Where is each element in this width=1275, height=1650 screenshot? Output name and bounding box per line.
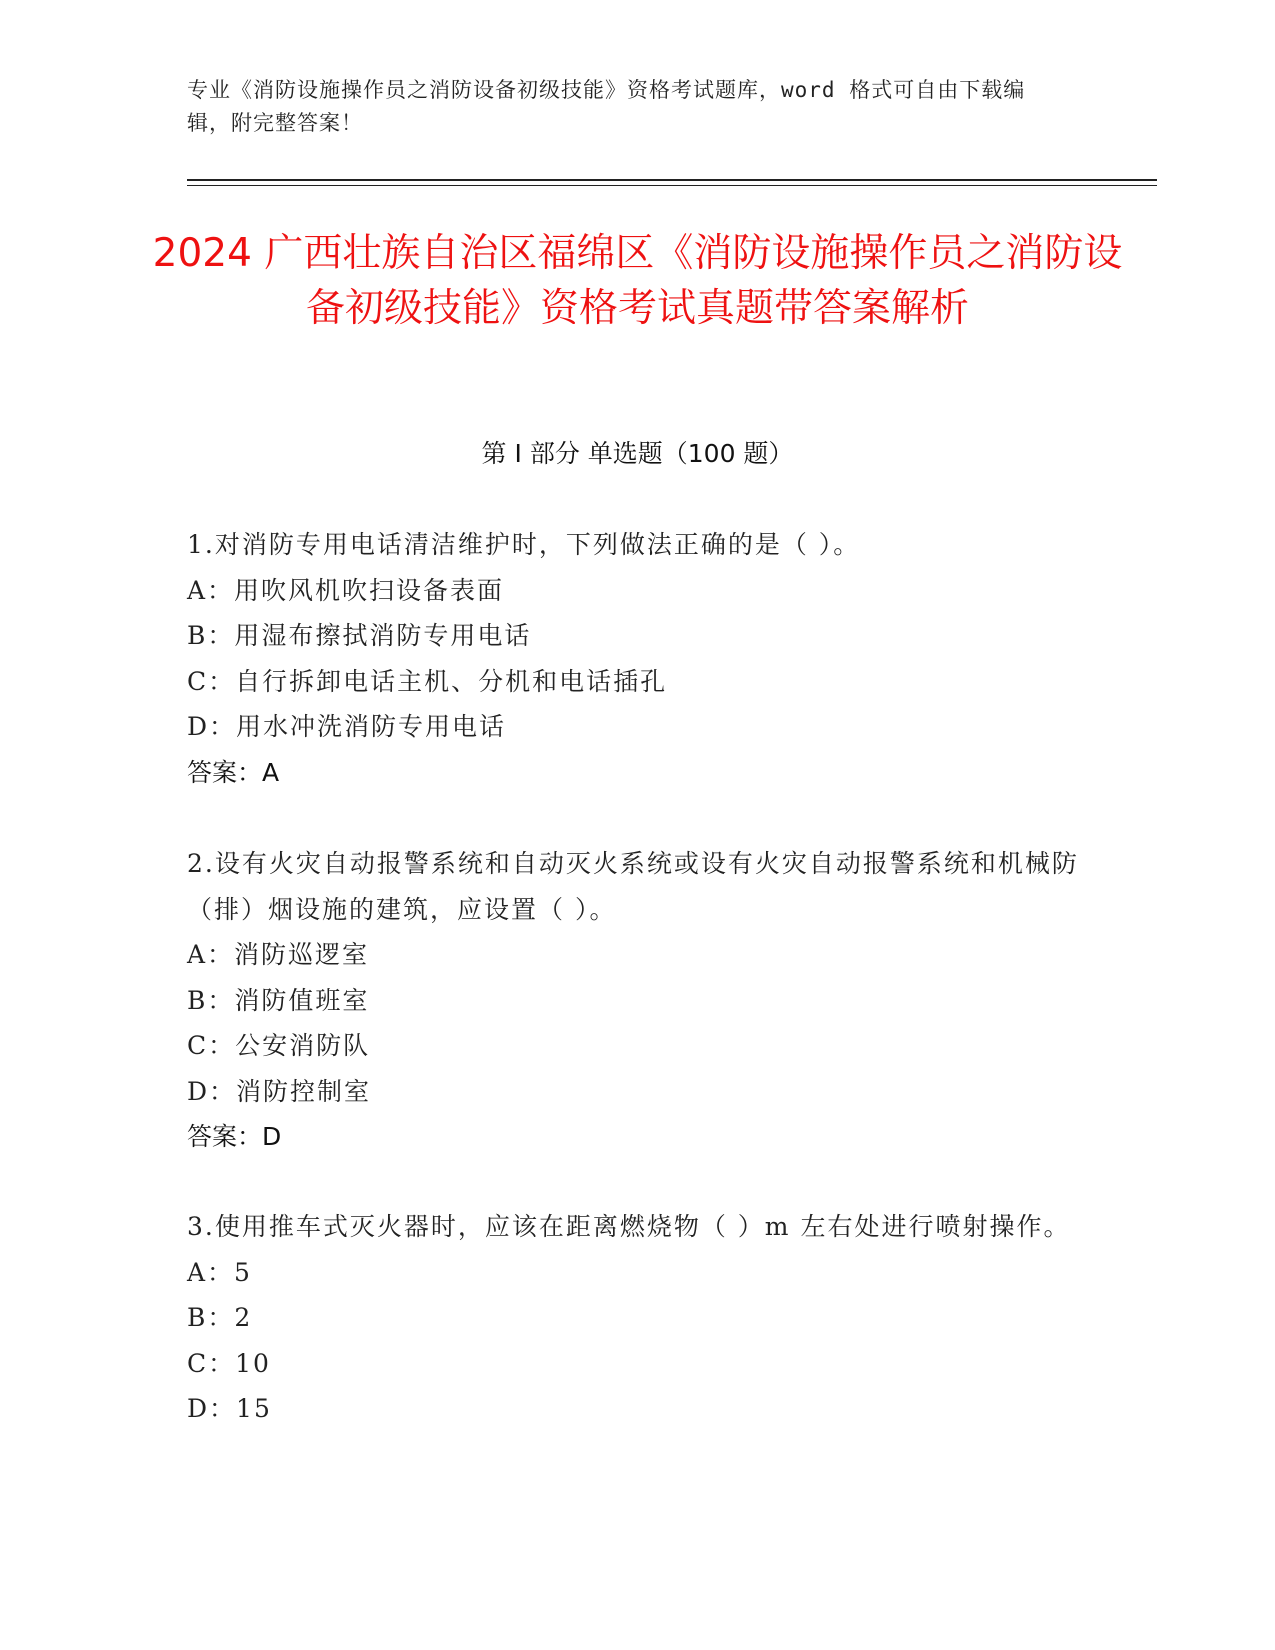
section-title: 第 I 部分 单选题（100 题） <box>481 439 794 468</box>
option-d: D：消防控制室 <box>187 1076 372 1106</box>
header-rule-thin <box>187 185 1157 186</box>
question-stem: 1.对消防专用电话清洁维护时，下列做法正确的是（ ）。 <box>187 530 861 559</box>
answer-line: 答案：A <box>187 757 280 787</box>
option-c: C：10 <box>187 1348 271 1378</box>
header-rule-thick <box>187 179 1157 181</box>
question-stem: 2.设有火灾自动报警系统和自动灭火系统或设有火灾自动报警系统和机械防（排）烟设施的建筑，应设置（ ）。 <box>187 849 1079 924</box>
question-block <box>187 841 1087 1160</box>
option-d: D：用水冲洗消防专用电话 <box>187 712 507 741</box>
option-b: B：消防值班室 <box>187 985 370 1015</box>
option-a: A：5 <box>187 1257 252 1287</box>
document-title: 2024 广西壮族自治区福绵区《消防设施操作员之消防设备初级技能》资格考试真题带答案解析 <box>152 231 1123 331</box>
header-note: 专业《消防设施操作员之消防设备初级技能》资格考试题库，word 格式可自由下载编辑，附完整答案！ <box>187 78 1026 135</box>
question-block <box>187 522 1087 795</box>
option-a: A：消防巡逻室 <box>187 940 370 969</box>
option-c: C：公安消防队 <box>187 1031 371 1060</box>
question-block <box>187 1204 1087 1432</box>
option-c: C：自行拆卸电话主机、分机和电话插孔 <box>187 666 668 696</box>
option-d: D：15 <box>187 1394 272 1423</box>
question-stem: 3.使用推车式灭火器时，应该在距离燃烧物（ ）m 左右处进行喷射操作。 <box>187 1212 1071 1241</box>
option-b: B：2 <box>187 1303 253 1332</box>
answer-line: 答案：D <box>187 1122 282 1151</box>
option-b: B：用湿布擦拭消防专用电话 <box>187 621 532 650</box>
option-a: A：用吹风机吹扫设备表面 <box>187 575 505 605</box>
